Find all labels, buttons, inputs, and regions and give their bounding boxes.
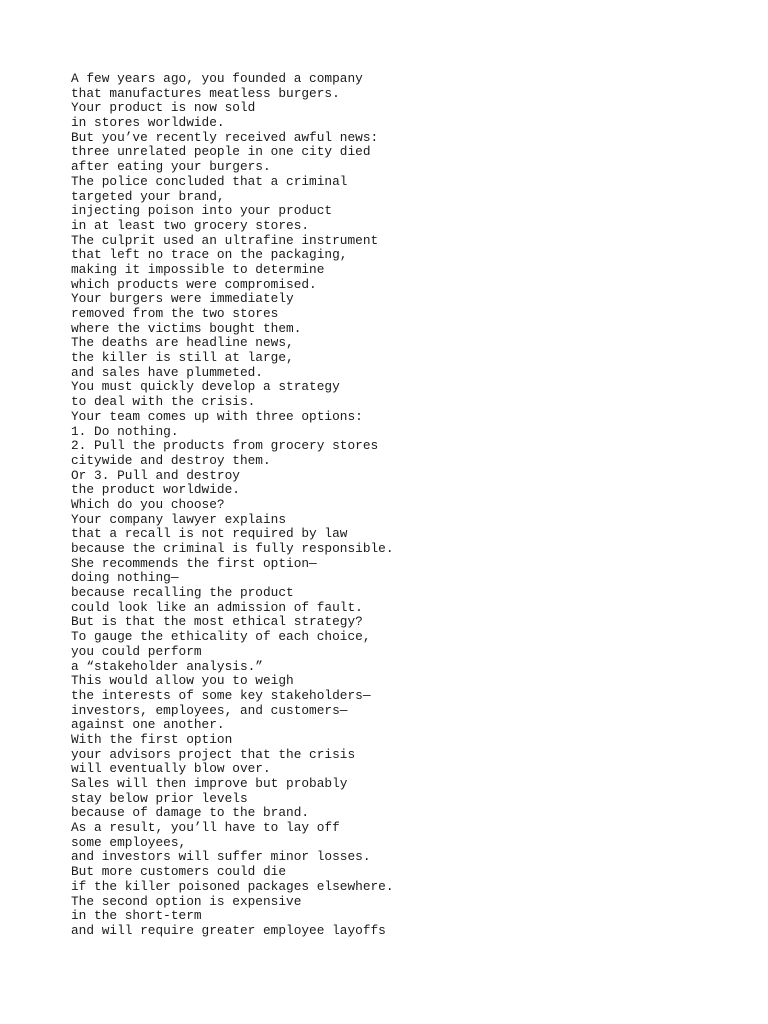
text-line: The culprit used an ultrafine instrument xyxy=(71,232,379,248)
text-line: To gauge the ethicality of each choice, xyxy=(71,629,371,645)
text-line: could look like an admission of fault. xyxy=(71,599,363,615)
text-line: doing nothing— xyxy=(71,570,179,586)
text-line: Your company lawyer explains xyxy=(71,511,287,527)
text-line: Which do you choose? xyxy=(71,496,225,512)
text-line: against one another. xyxy=(71,717,225,733)
text-line: With the first option xyxy=(71,731,233,747)
text-line: in the short-term xyxy=(71,908,202,924)
text-line: removed from the two stores xyxy=(71,306,279,321)
text-line: The deaths are headline news, xyxy=(71,335,294,351)
text-line: This would allow you to weigh xyxy=(71,673,294,689)
text-line: the killer is still at large, xyxy=(71,350,294,366)
text-line: citywide and destroy them. xyxy=(71,452,271,468)
text-line: because the criminal is fully responsible. xyxy=(71,541,394,556)
text-line: which products were compromised. xyxy=(71,276,317,292)
text-line: in stores worldwide. xyxy=(71,115,225,131)
text-line: Your burgers were immediately xyxy=(71,291,294,307)
text-line: if the killer poisoned packages elsewhere. xyxy=(71,878,394,894)
text-line: the interests of some key stakeholders— xyxy=(71,687,371,703)
text-line: You must quickly develop a strategy xyxy=(71,379,340,395)
text-line: because of damage to the brand. xyxy=(71,805,310,821)
text-line: A few years ago, you founded a company xyxy=(71,71,363,86)
text-line: three unrelated people in one city died xyxy=(71,144,371,160)
text-line: But more customers could die xyxy=(71,864,287,880)
text-line: in at least two grocery stores. xyxy=(71,217,310,233)
text-line: your advisors project that the crisis xyxy=(71,746,356,762)
text-line: But is that the most ethical strategy? xyxy=(71,614,363,630)
text-line: that a recall is not required by law xyxy=(71,526,348,542)
text-line: stay below prior levels xyxy=(71,790,248,806)
text-line: that left no trace on the packaging, xyxy=(71,247,348,263)
text-line: She recommends the first option— xyxy=(71,555,317,571)
text-line: The second option is expensive xyxy=(71,893,302,909)
text-line: will eventually blow over. xyxy=(71,761,271,777)
text-line: As a result, you’ll have to lay off xyxy=(71,820,340,836)
text-line: injecting poison into your product xyxy=(71,203,333,219)
text-line: because recalling the product xyxy=(71,585,294,601)
text-line: But you’ve recently received awful news: xyxy=(71,129,379,145)
text-line: after eating your burgers. xyxy=(71,159,271,175)
text-line: Sales will then improve but probably xyxy=(71,776,348,791)
text-line: the product worldwide. xyxy=(71,482,240,498)
text-line: you could perform xyxy=(71,643,202,659)
text-line: making it impossible to determine xyxy=(71,261,325,277)
text-line: Or 3. Pull and destroy xyxy=(71,467,240,483)
text-line: investors, employees, and customers— xyxy=(71,702,348,718)
text-line: 1. Do nothing. xyxy=(71,423,179,439)
document-text xyxy=(71,72,731,939)
text-line: to deal with the crisis. xyxy=(71,394,256,410)
text-line: 2. Pull the products from grocery stores xyxy=(71,438,379,454)
text-line: Your product is now sold xyxy=(71,100,256,116)
text-line: some employees, xyxy=(71,834,187,850)
text-line: and investors will suffer minor losses. xyxy=(71,849,371,865)
text-line: and sales have plummeted. xyxy=(71,364,263,380)
text-line: targeted your brand, xyxy=(71,188,225,204)
text-line: The police concluded that a criminal xyxy=(71,173,348,189)
text-line: and will require greater employee layoffs xyxy=(71,922,386,938)
text-line: that manufactures meatless burgers. xyxy=(71,85,340,101)
text-line: a “stakeholder analysis.” xyxy=(71,658,263,674)
text-line: where the victims bought them. xyxy=(71,320,302,336)
text-line: Your team comes up with three options: xyxy=(71,408,363,424)
